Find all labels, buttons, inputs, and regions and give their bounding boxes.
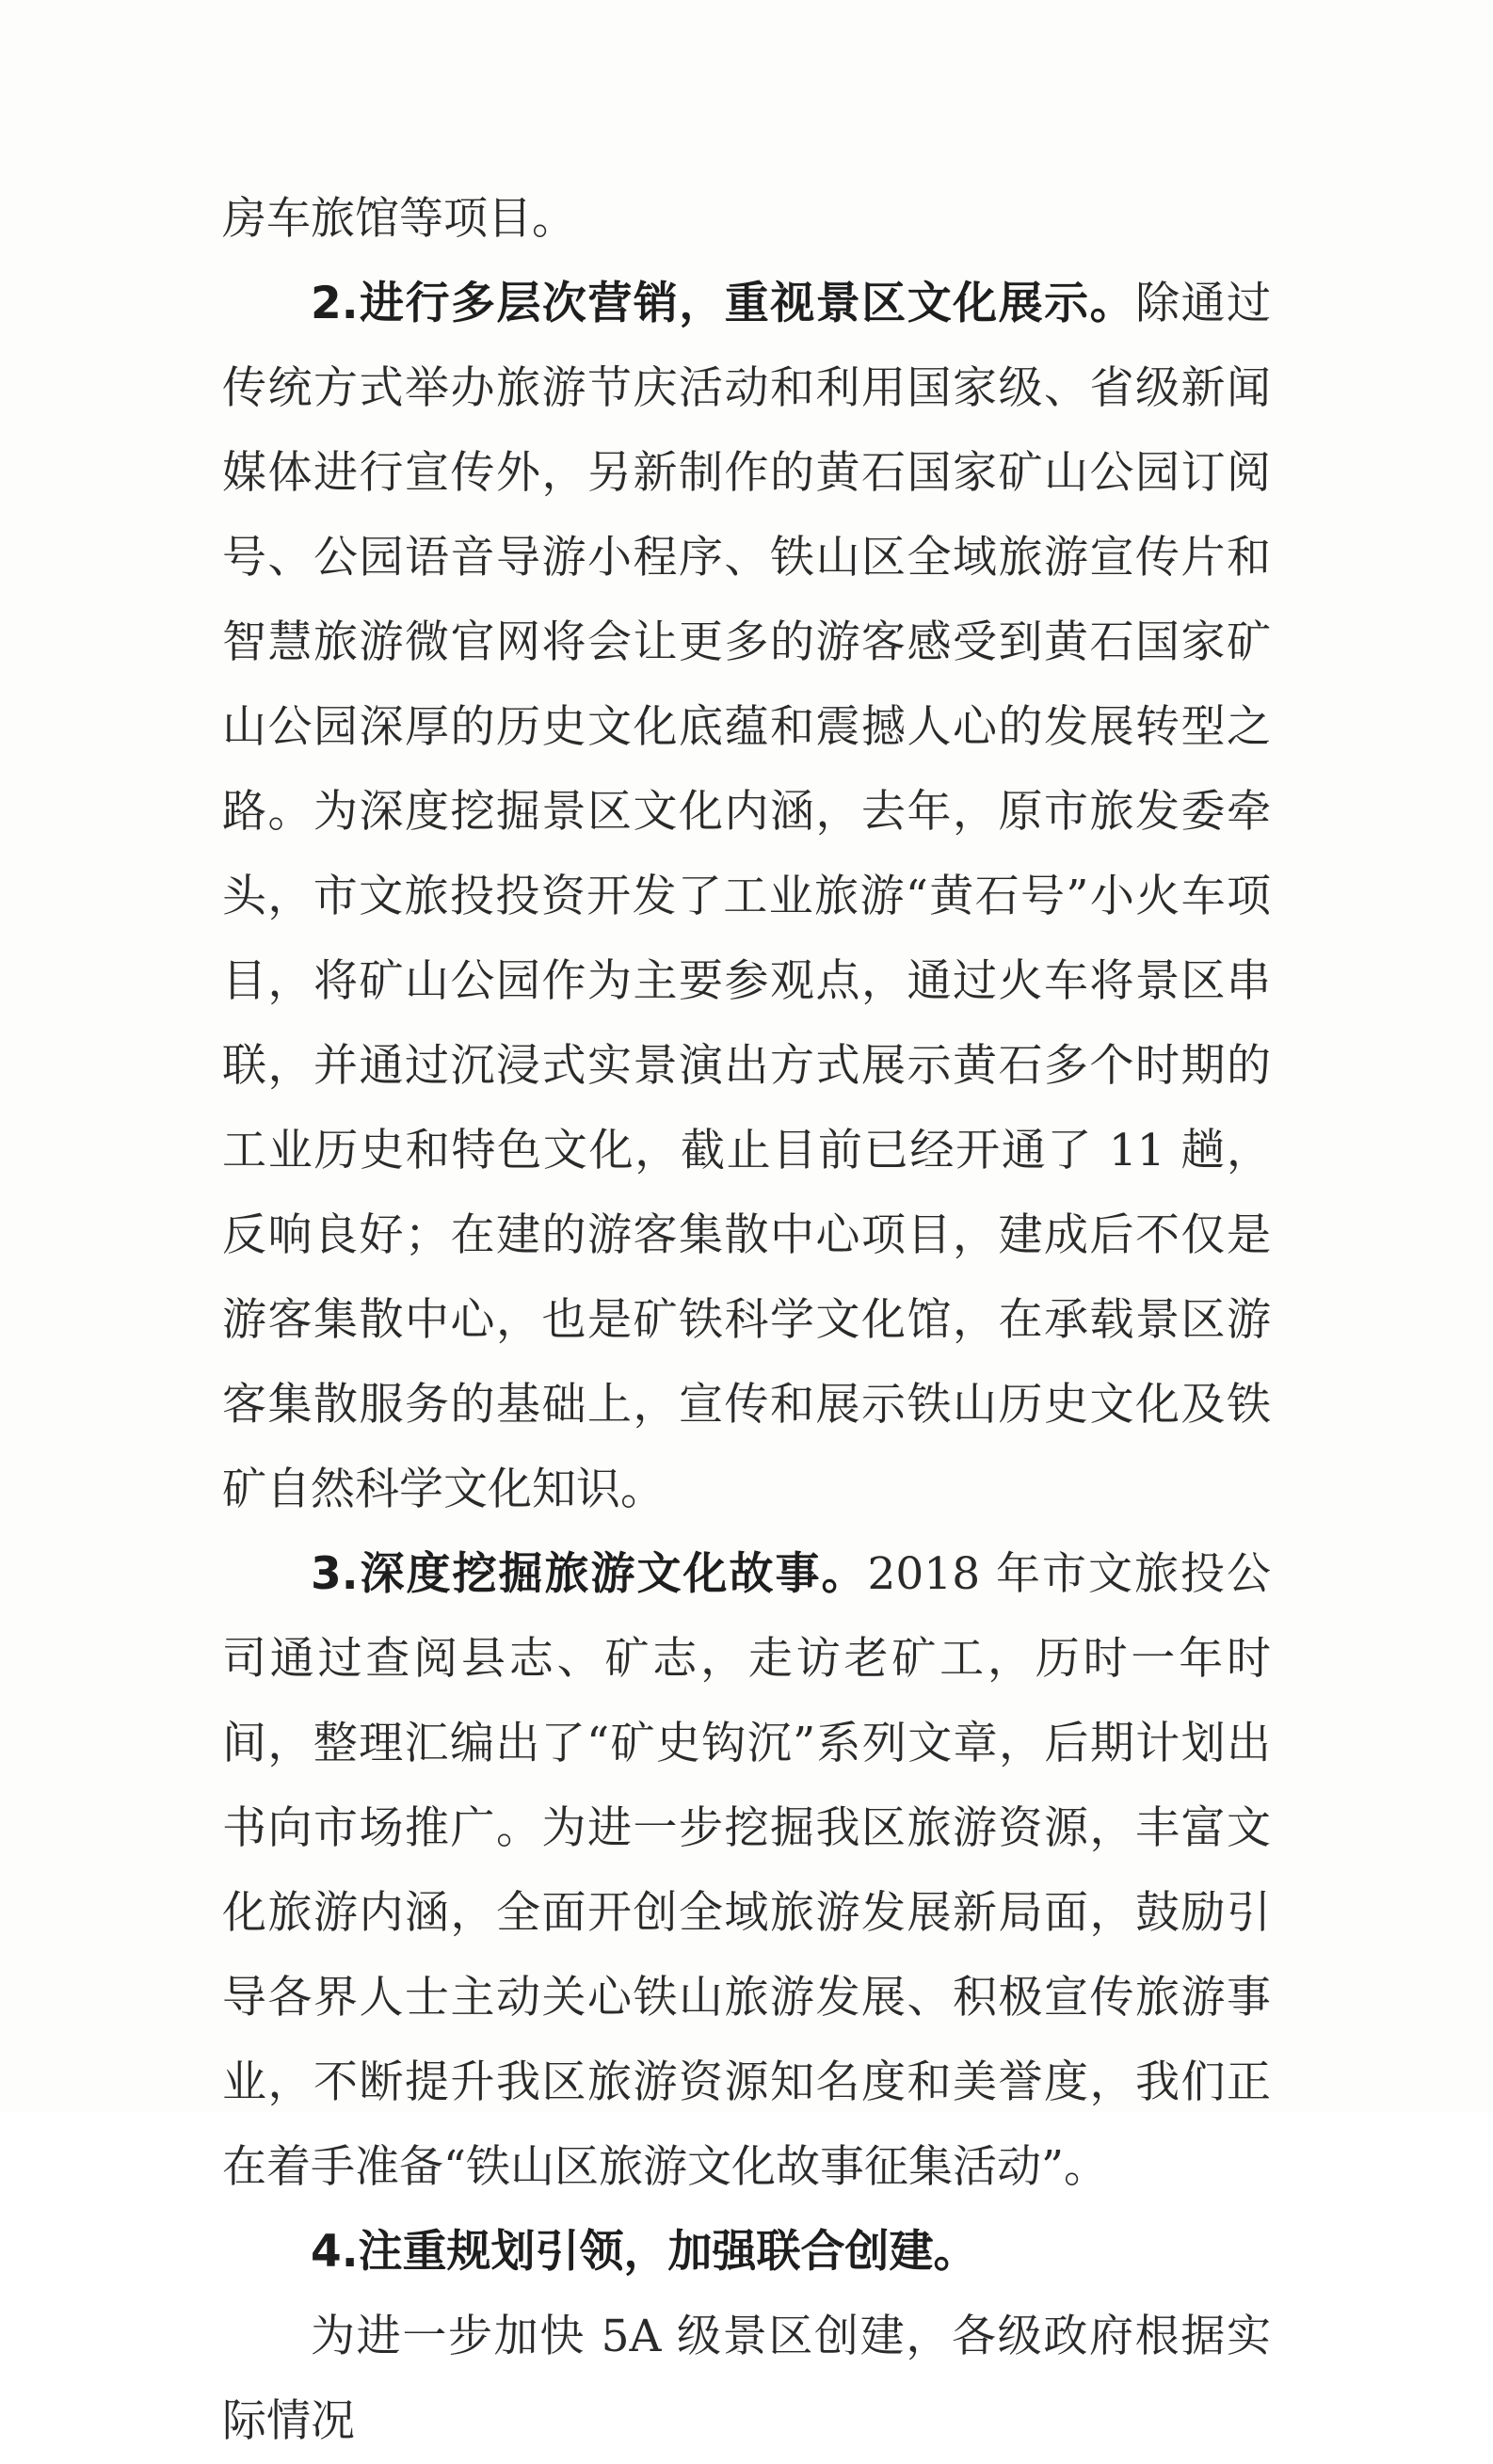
section-4-body: 为进一步加快 5A 级景区创建，各级政府根据实际情况 [222, 2311, 1271, 2447]
paragraph-continuation [222, 177, 1271, 262]
section-2-heading: 2.进行多层次营销，重视景区文化展示。 [311, 278, 1136, 329]
section-4-body-paragraph [222, 2295, 1271, 2464]
section-4-heading: 4.注重规划引领，加强联合创建。 [311, 2226, 978, 2278]
document-body [222, 177, 1271, 2464]
section-2-body: 除通过传统方式举办旅游节庆活动和利用国家级、省级新闻媒体进行宣传外，另新制作的黄石国家矿山公园订阅号、公园语音导游小程序、铁山区全域旅游宣传片和智慧旅游微官网将会让更多的游客感受到黄石国家矿山公园深厚的历史文化底蕴和震撼人心的发展转型之路。为深度挖掘景区文化内涵，去年，原市旅发委牵头，市文旅投投资开发了工业旅游“黄石号”小火车项目，将矿山公园作为主要参观点，通过火车将景区串联，并通过沉浸式实景演出方式展示黄石多个时期的工业历史和特色文化，截止目前已经开通了 11 趟，反响良好；在建的游客集散中心项目，建成后不仅是游客集散中心，也是矿铁科学文化馆，在承载景区游客集散服务的基础上，宣传和展示铁山历史文化及铁矿自然科学文化知识。 [222, 278, 1272, 1515]
section-2-paragraph [222, 262, 1271, 1532]
paragraph-text: 房车旅馆等项目。 [222, 193, 576, 245]
section-3-heading: 3.深度挖掘旅游文化故事。 [311, 1548, 868, 1600]
section-3-paragraph [222, 1532, 1271, 2210]
section-3-body: 2018 年市文旅投公司通过查阅县志、矿志，走访老矿工，历时一年时间，整理汇编出了“矿史钩沉”系列文章，后期计划出书向市场推广。为进一步挖掘我区旅游资源，丰富文化旅游内涵，全面开创全域旅游发展新局面，鼓励引导各界人士主动关心铁山旅游发展、积极宣传旅游事业，不断提升我区旅游资源知名度和美誉度，我们正在着手准备“铁山区旅游文化故事征集活动”。 [222, 1548, 1271, 2193]
section-4-paragraph [222, 2210, 1271, 2295]
